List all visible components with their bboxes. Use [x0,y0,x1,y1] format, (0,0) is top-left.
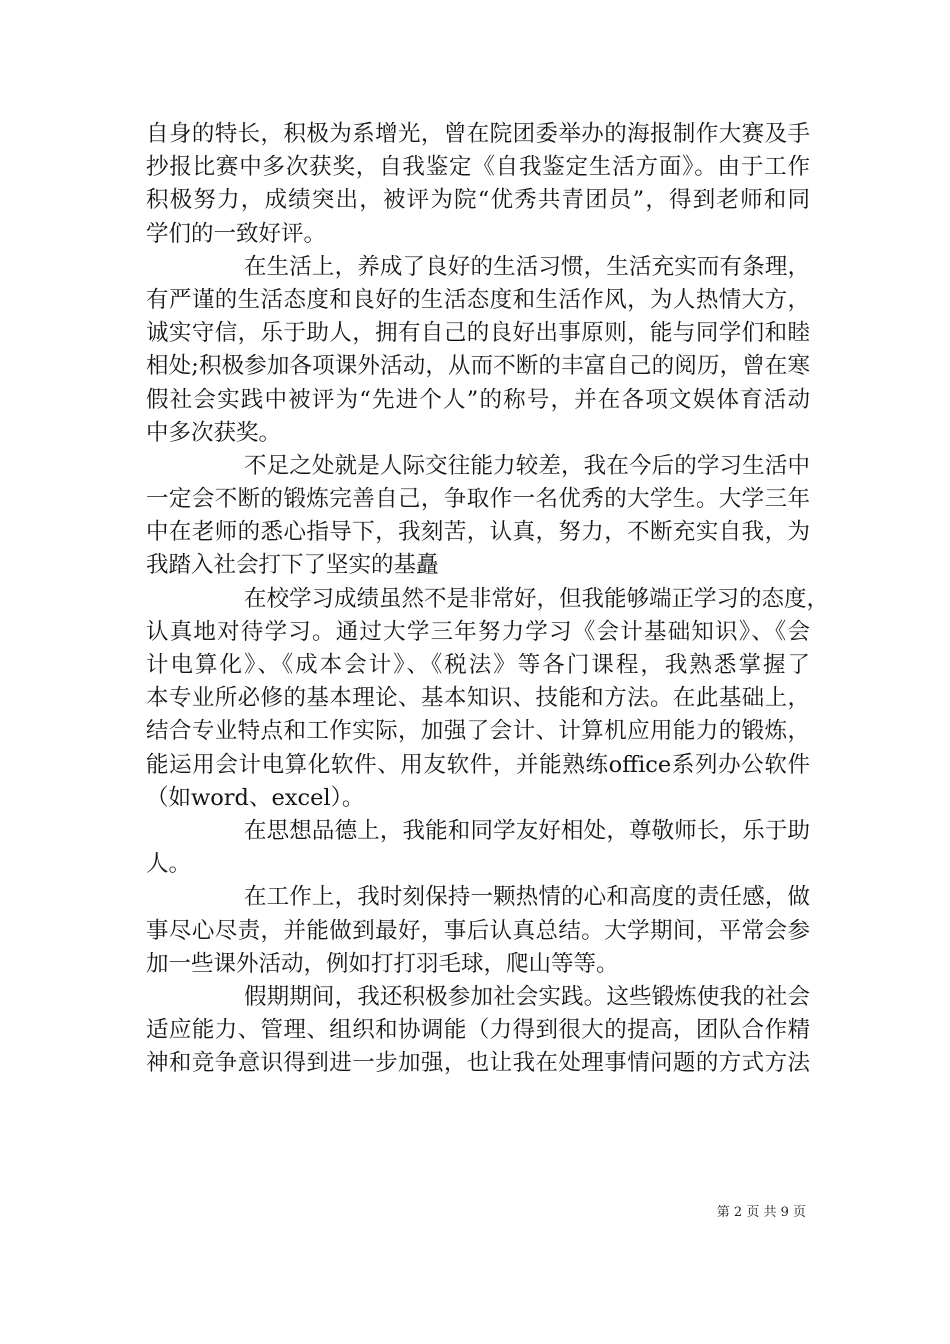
body-text [146,118,830,1080]
paragraph-first-line: 不足之处就是人际交往能力较差，我在今后的学习生活中 [244,452,810,479]
text-line: 神和竞争意识得到进一步加强，也让我在处理事情问题的方式方法 [146,1050,810,1077]
text-line: 诚实守信，乐于助人，拥有自己的良好出事原则，能与同学们和睦 [146,320,810,347]
text-line: 抄报比赛中多次获奖，自我鉴定《自我鉴定生活方面》。由于工作 [146,154,810,181]
text-line: 适应能力、管理、组织和协调能（力得到很大的提高，团队合作精 [146,1017,810,1044]
text-line: 假社会实践中被评为“先进个人”的称号，并在各项文娱体育活动 [146,386,810,413]
text-line: 学们的一致好评。 [146,220,327,247]
text-line: 相处;积极参加各项课外活动，从而不断的丰富自己的阅历，曾在寒 [146,353,810,380]
paragraph-first-line: 假期期间，我还积极参加社会实践。这些锻炼使我的社会 [244,983,810,1010]
text-line: 中多次获奖。 [146,419,282,446]
text-line: 一定会不断的锻炼完善自己，争取作一名优秀的大学生。大学三年 [146,486,810,513]
text-line: 自身的特长，积极为系增光，曾在院团委举办的海报制作大赛及手 [146,121,810,147]
text-line: 中在老师的悉心指导下，我刻苦，认真，努力，不断充实自我，为 [146,519,810,546]
text-line: 加一些课外活动，例如打打羽毛球，爬山等等。 [146,950,619,977]
text-line: （如word、excel）。 [146,784,365,811]
text-line: 结合专业特点和工作实际，加强了会计、计算机应用能力的锻炼， [146,718,810,745]
paragraph-first-line: 在生活上，养成了良好的生活习惯，生活充实而有条理， [244,253,810,280]
text-line: 事尽心尽责，并能做到最好，事后认真总结。大学期间，平常会参 [146,917,810,944]
text-line: 计电算化》、《成本会计》、《税法》等各门课程，我熟悉掌握了 [146,652,810,678]
text-line: 有严谨的生活态度和良好的生活态度和生活作风，为人热情大方， [146,286,810,313]
paragraph-first-line: 在校学习成绩虽然不是非常好，但我能够端正学习的态度， [244,585,830,612]
text-line: 人。 [146,851,192,878]
text-line: 认真地对待学习。通过大学三年努力学习《会计基础知识》、《会 [146,618,810,645]
text-line: 我踏入社会打下了坚实的基矗 [146,552,439,579]
paragraph-first-line: 在思想品德上，我能和同学友好相处，尊敬师长，乐于助 [244,817,810,844]
paragraph-first-line: 在工作上，我时刻保持一颗热情的心和高度的责任感，做 [244,884,810,911]
text-line: 本专业所必修的基本理论、基本知识、技能和方法。在此基础上， [146,685,810,712]
page-number-footer: 第 2 页 共 9 页 [716,1205,806,1220]
text-line: 积极努力，成绩突出，被评为院“优秀共青团员”，得到老师和同 [146,187,810,214]
text-line: 能运用会计电算化软件、用友软件，并能熟练office系列办公软件 [146,751,810,778]
